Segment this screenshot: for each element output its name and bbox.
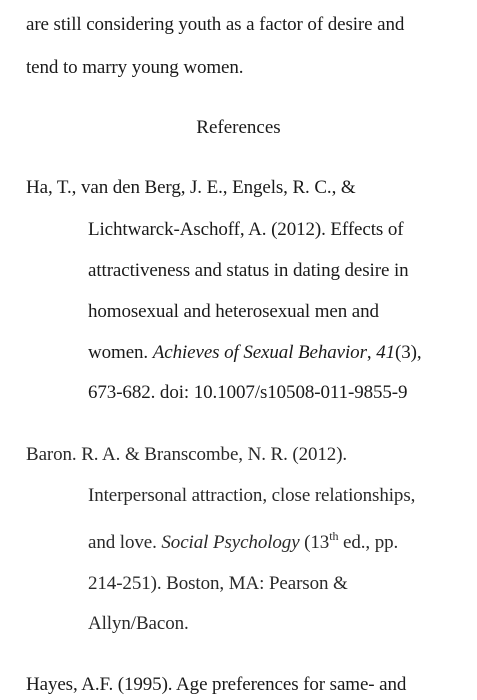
ref1-line-1: Ha, T., van den Berg, J. E., Engels, R. C., & xyxy=(26,177,356,198)
ref1-line-5-pre: women. xyxy=(88,342,153,363)
ref1-journal-title: Achieves of Sexual Behavior xyxy=(152,342,367,363)
ref1-line-4: homosexual and heterosexual men and xyxy=(88,301,379,322)
ref1-line-5-sep: , xyxy=(366,342,377,363)
paragraph-line-1: are still considering youth as a factor of desire and xyxy=(26,14,405,35)
ref2-line-4: 214-251). Boston, MA: Pearson & xyxy=(88,573,348,594)
ref1-line-3: attractiveness and status in dating desire in xyxy=(88,260,409,281)
ref1-line-5-post: (3), xyxy=(395,342,422,363)
ref2-line-3-pre: and love. xyxy=(88,532,162,553)
ref2-line-3-post: ed., pp. xyxy=(338,532,399,553)
ref2-line-3-paren: (13 xyxy=(299,532,330,553)
ref2-line-3 xyxy=(88,528,399,555)
ref2-edition-superscript: th xyxy=(329,528,339,543)
ref1-line-2: Lichtwarck-Aschoff, A. (2012). Effects of xyxy=(88,219,404,240)
ref1-line-6: 673-682. doi: 10.1007/s10508-011-9855-9 xyxy=(88,382,408,403)
ref1-line-5 xyxy=(88,341,422,365)
ref3-line-1: Hayes, A.F. (1995). Age preferences for same- and xyxy=(26,674,407,695)
ref1-volume: 41 xyxy=(376,342,395,363)
ref2-line-2: Interpersonal attraction, close relationships, xyxy=(88,485,416,506)
paragraph-line-2: tend to marry young women. xyxy=(26,57,244,78)
ref2-line-5: Allyn/Bacon. xyxy=(88,613,189,634)
ref2-line-1: Baron. R. A. & Branscombe, N. R. (2012). xyxy=(26,444,348,465)
ref2-book-title: Social Psychology xyxy=(161,532,300,553)
references-heading: References xyxy=(196,117,281,138)
